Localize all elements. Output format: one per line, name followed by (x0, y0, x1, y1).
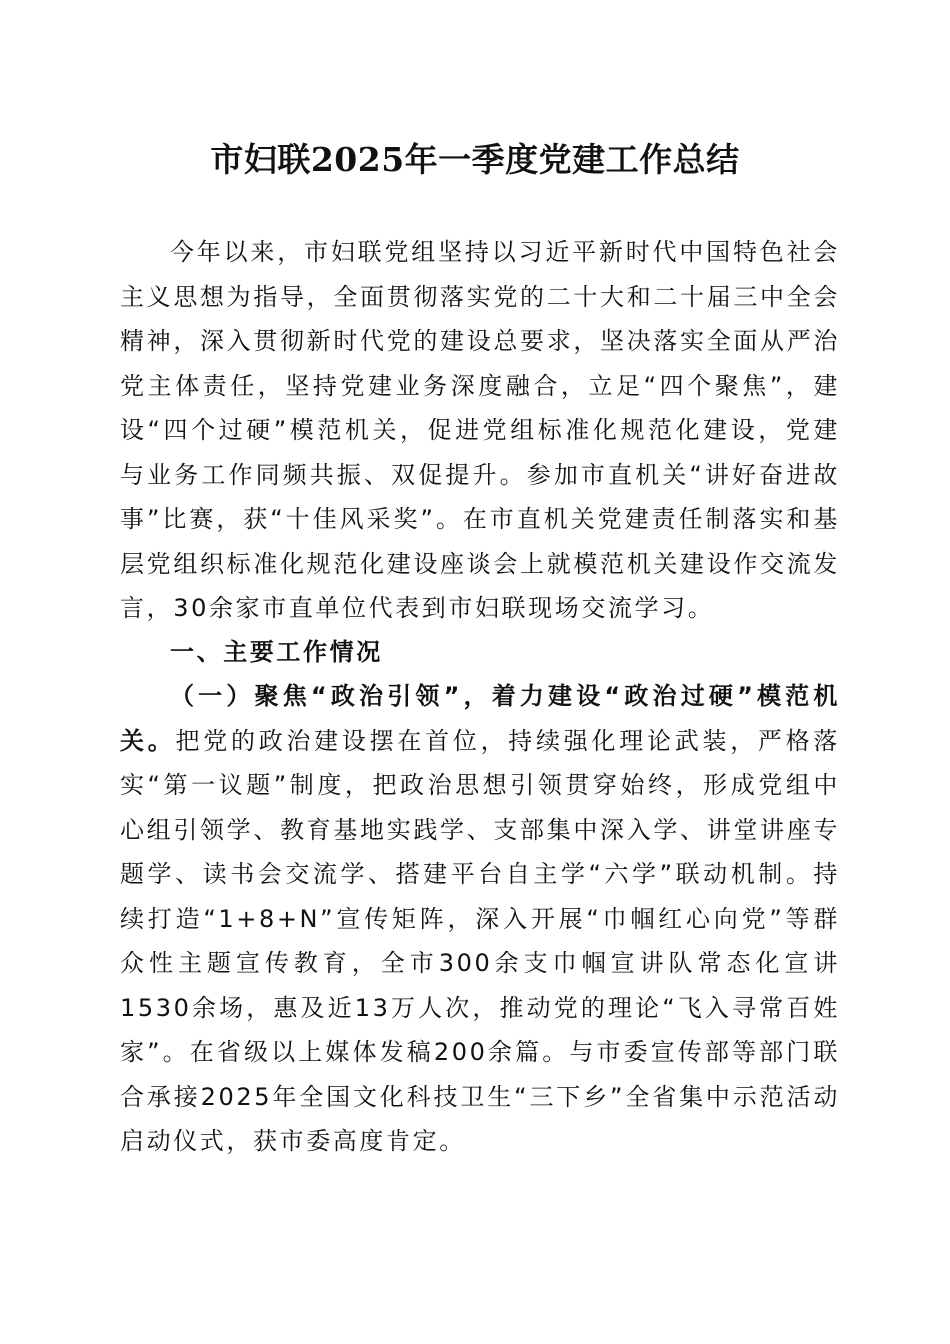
section-heading: 一、主要工作情况 (170, 638, 383, 666)
intro-paragraph: 今年以来，市妇联党组坚持以习近平新时代中国特色社会主义思想为指导，全面贯彻落实党的二十大和二十届三中全会精神，深入贯彻新时代党的建设总要求，坚决落实全面从严治党主体责任，坚持党建业务深度融合，立足“四个聚焦”，建设“四个过硬”模范机关，促进党组标准化规范化建设，党建与业务工作同频共振、双促提升。参加市直机关“讲好奋进故事”比赛，获“十佳风采奖”。在市直机关党建责任制落实和基层党组织标准化规范化建设座谈会上就模范机关建设作交流发言，30余家市直单位代表到市妇联现场交流学习。 (120, 238, 840, 622)
subsection-heading: （一）聚焦“政治引领”，着力建设“政治过硬”模范机关。 (120, 682, 840, 755)
subsection-paragraph (120, 674, 840, 1164)
subsection-body: 把党的政治建设摆在首位，持续强化理论武装，严格落实“第一议题”制度，把政治思想引领贯穿始终，形成党组中心组引领学、教育基地实践学、支部集中深入学、讲堂讲座专题学、读书会交流学、搭建平台自主学“六学”联动机制。持续打造“1+8+N”宣传矩阵，深入开展“巾帼红心向党”等群众性主题宣传教育，全市300余支巾帼宣讲队常态化宣讲1530余场，惠及近13万人次，推动党的理论“飞入寻常百姓家”。在省级以上媒体发稿200余篇。与市委宣传部等部门联合承接2025年全国文化科技卫生“三下乡”全省集中示范活动启动仪式，获市委高度肯定。 (120, 726, 841, 1155)
document-title: 市妇联2025年一季度党建工作总结 (210, 140, 740, 179)
